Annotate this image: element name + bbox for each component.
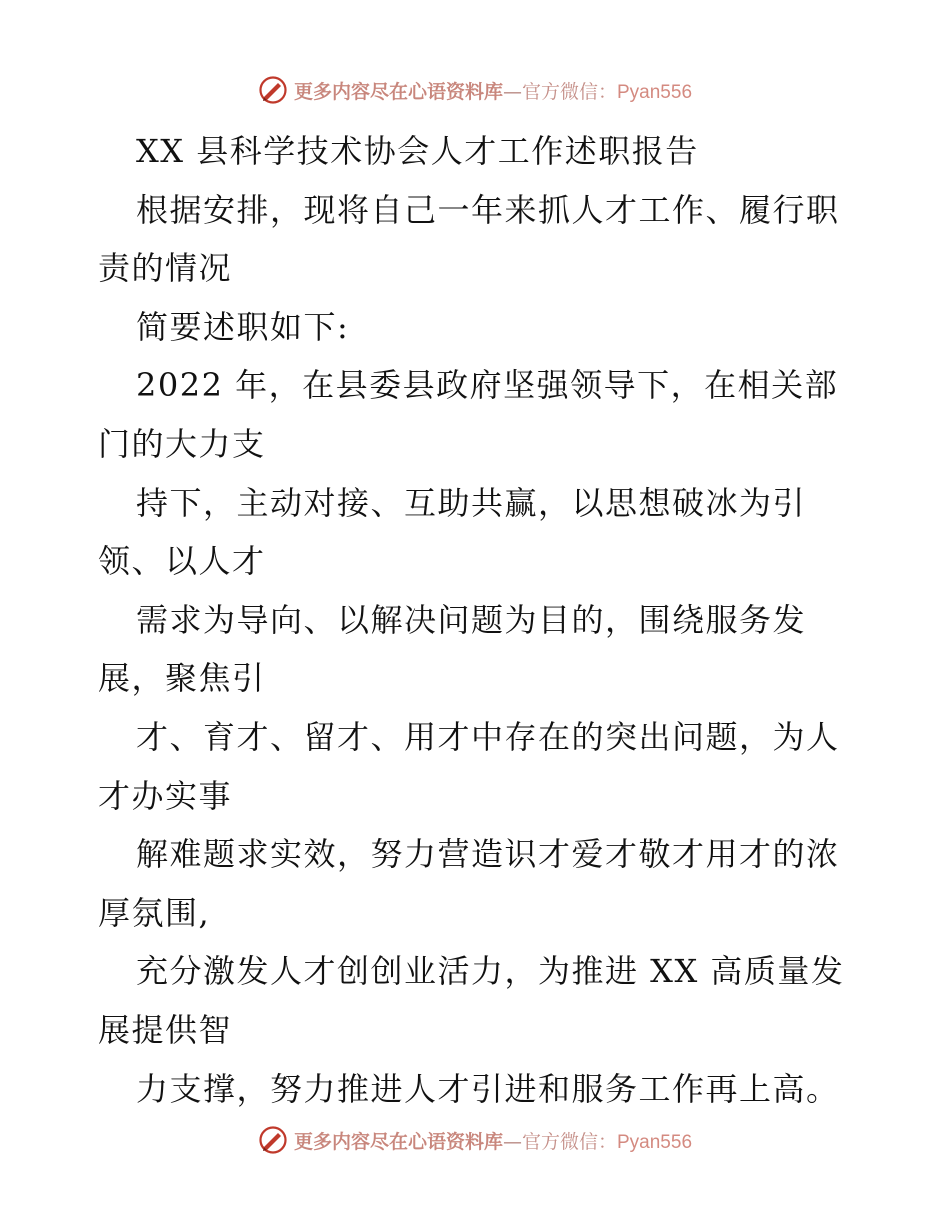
wechat-id: Pyan556 (617, 1131, 693, 1153)
text-line: 展，聚焦引 (98, 659, 266, 698)
separator: — (502, 80, 522, 103)
text-line: 解难题求实效，努力营造识才爱才敬才用才的浓 (136, 835, 840, 874)
text-line: 展提供智 (98, 1010, 233, 1049)
text-line: 持下，主动对接、互助共赢，以思想破冰为引 (136, 483, 807, 522)
site-text: 更多内容尽在心语资料库 (293, 1130, 503, 1153)
wechat-label: 官方微信： (521, 1130, 617, 1153)
pen-logo-icon (258, 1125, 288, 1155)
text-line: 才办实事 (98, 776, 233, 815)
footer-watermark (0, 1120, 950, 1160)
document-body (98, 122, 858, 1118)
text-line: 门的大力支 (98, 424, 266, 463)
header-watermark (0, 70, 950, 110)
document-title: XX 县科学技术协会人才工作述职报告 (136, 132, 699, 170)
text-line: 需求为导向、以解决问题为目的，围绕服务发 (136, 600, 807, 639)
text-line: 厚氛围, (98, 893, 211, 932)
wechat-id: Pyan556 (617, 81, 693, 103)
separator: — (502, 1130, 522, 1153)
text-line: 责的情况 (98, 249, 233, 288)
text-line: 根据安排，现将自己一年来抓人才工作、履行职 (136, 190, 840, 229)
watermark-text (294, 1127, 692, 1154)
wechat-label: 官方微信： (521, 80, 617, 103)
text-line: 才、育才、留才、用才中存在的突出问题，为人 (136, 717, 840, 756)
watermark-text (294, 77, 692, 104)
text-line: 充分激发人才创创业活力，为推进 XX 高质量发 (136, 952, 845, 991)
pen-logo-icon (258, 75, 288, 105)
text-line: 简要述职如下: (136, 307, 350, 346)
text-line: 2022 年，在县委县政府坚强领导下，在相关部 (136, 366, 839, 405)
text-line: 领、以人才 (98, 542, 266, 581)
text-line: 力支撑，努力推进人才引进和服务工作再上高。 (136, 1069, 840, 1108)
site-text: 更多内容尽在心语资料库 (293, 80, 503, 103)
